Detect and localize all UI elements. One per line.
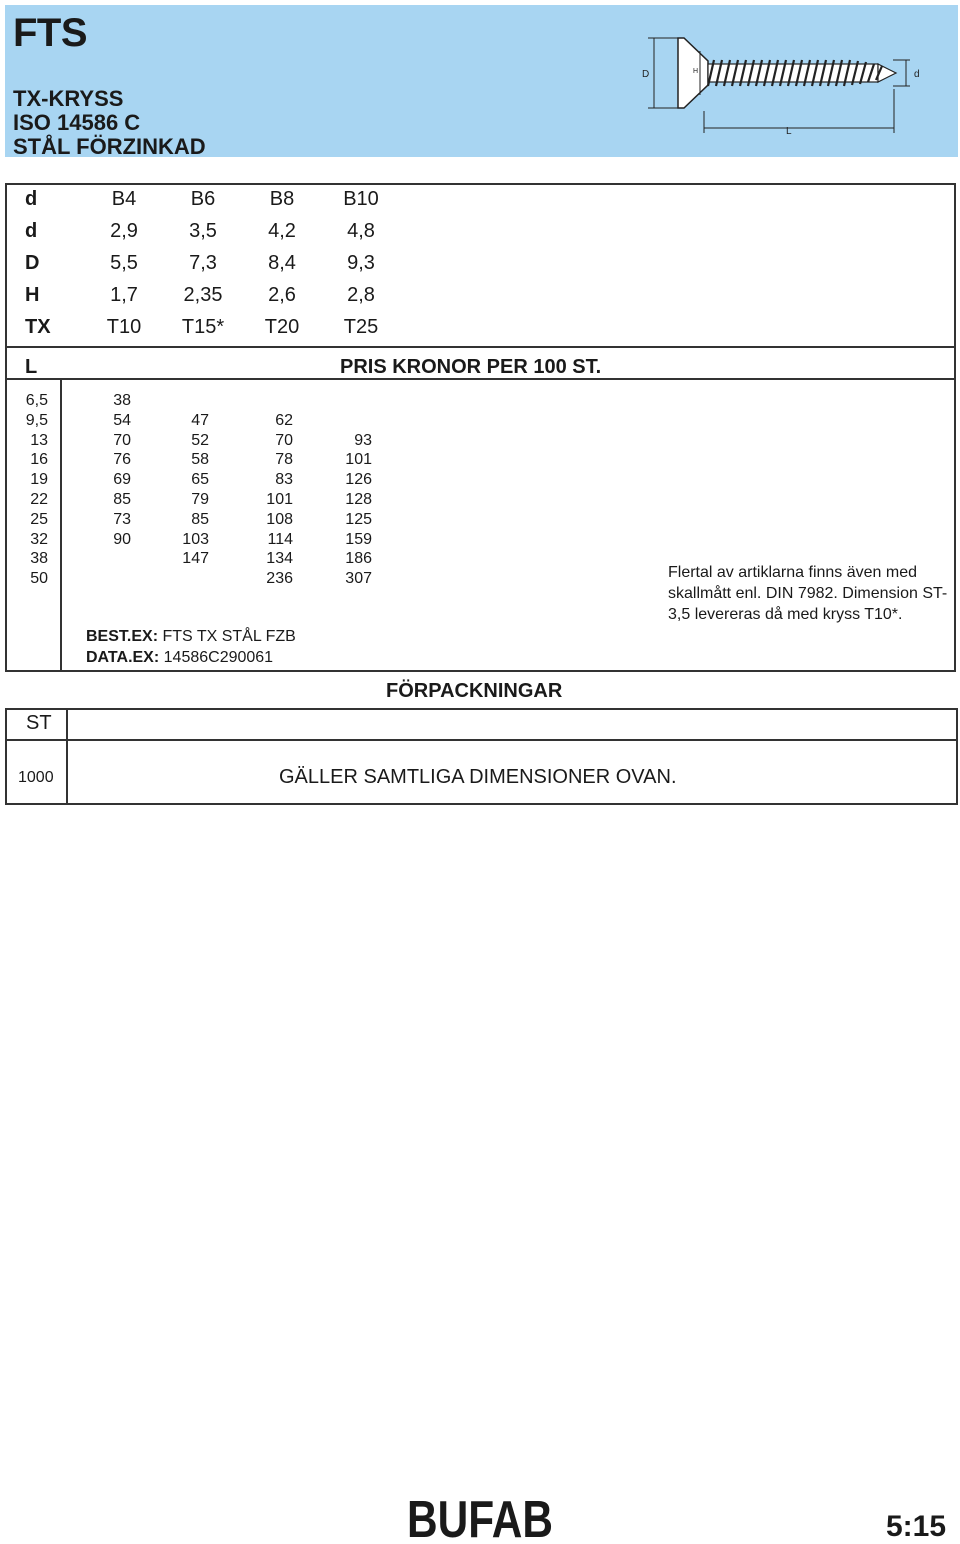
price-cell: 307 [345, 570, 372, 587]
data-value: 14586C290061 [163, 649, 274, 666]
bufab-logo [407, 1491, 553, 1544]
size-col-b4: B4 [111, 188, 137, 210]
page-number: 5:15 [886, 1510, 947, 1543]
size-cell: 1,7 [110, 284, 138, 306]
size-row-label: TX [25, 316, 51, 338]
product-title: FTS [13, 11, 88, 55]
size-cell: T20 [264, 316, 300, 338]
price-cell: 79 [191, 491, 209, 508]
length-cell: 13 [30, 432, 48, 449]
size-cell: T10 [106, 316, 142, 338]
order-example [86, 628, 296, 646]
size-cell: 9,3 [347, 252, 375, 274]
subtitle-line-2: ISO 14586 C [13, 110, 141, 135]
length-cell: 32 [30, 531, 48, 548]
price-cell: 38 [113, 392, 131, 409]
length-cell: 38 [30, 550, 48, 567]
price-cell: 70 [275, 432, 293, 449]
packaging-frame [5, 708, 958, 805]
table-divider-top [5, 346, 956, 348]
price-cell: 126 [345, 471, 372, 488]
size-cell: 2,35 [183, 284, 223, 306]
packaging-unit-label: ST [26, 712, 52, 734]
price-cell: 54 [113, 412, 131, 429]
screw-drawing [638, 33, 930, 143]
length-column-header: L [25, 356, 38, 378]
size-cell: 2,6 [268, 284, 296, 306]
length-cell: 6,5 [25, 392, 48, 409]
header-band [5, 5, 958, 157]
size-cell: 7,3 [189, 252, 217, 274]
size-cell: 2,8 [347, 284, 375, 306]
size-header-label: d [25, 188, 38, 210]
price-cell: 128 [345, 491, 372, 508]
size-cell: 4,8 [347, 220, 375, 242]
price-cell: 147 [182, 550, 209, 567]
price-cell: 65 [191, 471, 209, 488]
subtitle-line-1: TX-KRYSS [13, 86, 124, 111]
length-cell: 50 [30, 570, 48, 587]
dim-label-D: D [642, 69, 650, 80]
price-cell: 58 [191, 451, 209, 468]
size-cell: 5,5 [110, 252, 138, 274]
order-label: BEST.EX: [86, 628, 159, 645]
subtitle-line-3: STÅL FÖRZINKAD [13, 134, 206, 159]
price-cell: 78 [275, 451, 293, 468]
price-cell: 83 [275, 471, 293, 488]
length-cell: 19 [30, 471, 48, 488]
logo-text: BUFAB [407, 1491, 553, 1544]
price-header: PRIS KRONOR PER 100 ST. [340, 356, 602, 378]
price-cell: 62 [275, 412, 293, 429]
size-cell: 3,5 [189, 220, 217, 242]
dim-label-H: H [693, 68, 699, 75]
size-cell: 4,2 [268, 220, 296, 242]
price-cell: 101 [266, 491, 293, 508]
length-cell: 9,5 [25, 412, 48, 429]
dim-label-d: d [914, 69, 920, 80]
price-cell: 69 [113, 471, 131, 488]
packaging-title: FÖRPACKNINGAR [386, 680, 563, 702]
price-cell: 47 [191, 412, 209, 429]
price-cell: 70 [113, 432, 131, 449]
price-cell: 125 [345, 511, 372, 528]
packaging-quantity: 1000 [18, 769, 54, 786]
packaging-column-divider [66, 708, 68, 805]
table-column-divider [60, 378, 62, 672]
size-col-b10: B10 [343, 188, 379, 210]
price-cell: 134 [266, 550, 293, 567]
packaging-divider [5, 739, 958, 741]
price-cell: 85 [113, 491, 131, 508]
size-cell: 8,4 [268, 252, 296, 274]
product-note: Flertal av artiklarna finns även med skallmått enl. DIN 7982. Dimension ST-3,5 levereras då med kryss T10*. [668, 564, 948, 623]
price-cell: 52 [191, 432, 209, 449]
size-row-label: d [25, 220, 38, 242]
size-col-b6: B6 [190, 188, 216, 210]
price-cell: 93 [354, 432, 372, 449]
price-cell: 103 [182, 531, 209, 548]
price-cell: 90 [113, 531, 131, 548]
packaging-text: GÄLLER SAMTLIGA DIMENSIONER OVAN. [279, 766, 677, 788]
length-cell: 16 [30, 451, 48, 468]
price-cell: 159 [345, 531, 372, 548]
data-label: DATA.EX: [86, 649, 160, 666]
size-cell: 2,9 [110, 220, 138, 242]
price-cell: 101 [345, 451, 372, 468]
price-cell: 76 [113, 451, 131, 468]
price-cell: 236 [266, 570, 293, 587]
dim-label-L: L [786, 126, 792, 137]
size-row-label: H [25, 284, 40, 306]
price-cell: 73 [113, 511, 131, 528]
price-cell: 114 [267, 531, 293, 548]
size-cell: T15* [181, 316, 225, 338]
order-value: FTS TX STÅL FZB [162, 628, 296, 645]
data-example [86, 649, 273, 667]
price-cell: 186 [345, 550, 372, 567]
price-cell: 85 [191, 511, 209, 528]
length-cell: 22 [30, 491, 48, 508]
size-row-label: D [25, 252, 40, 274]
size-cell: T25 [343, 316, 379, 338]
price-cell: 108 [266, 511, 293, 528]
length-cell: 25 [30, 511, 48, 528]
size-col-b8: B8 [269, 188, 295, 210]
